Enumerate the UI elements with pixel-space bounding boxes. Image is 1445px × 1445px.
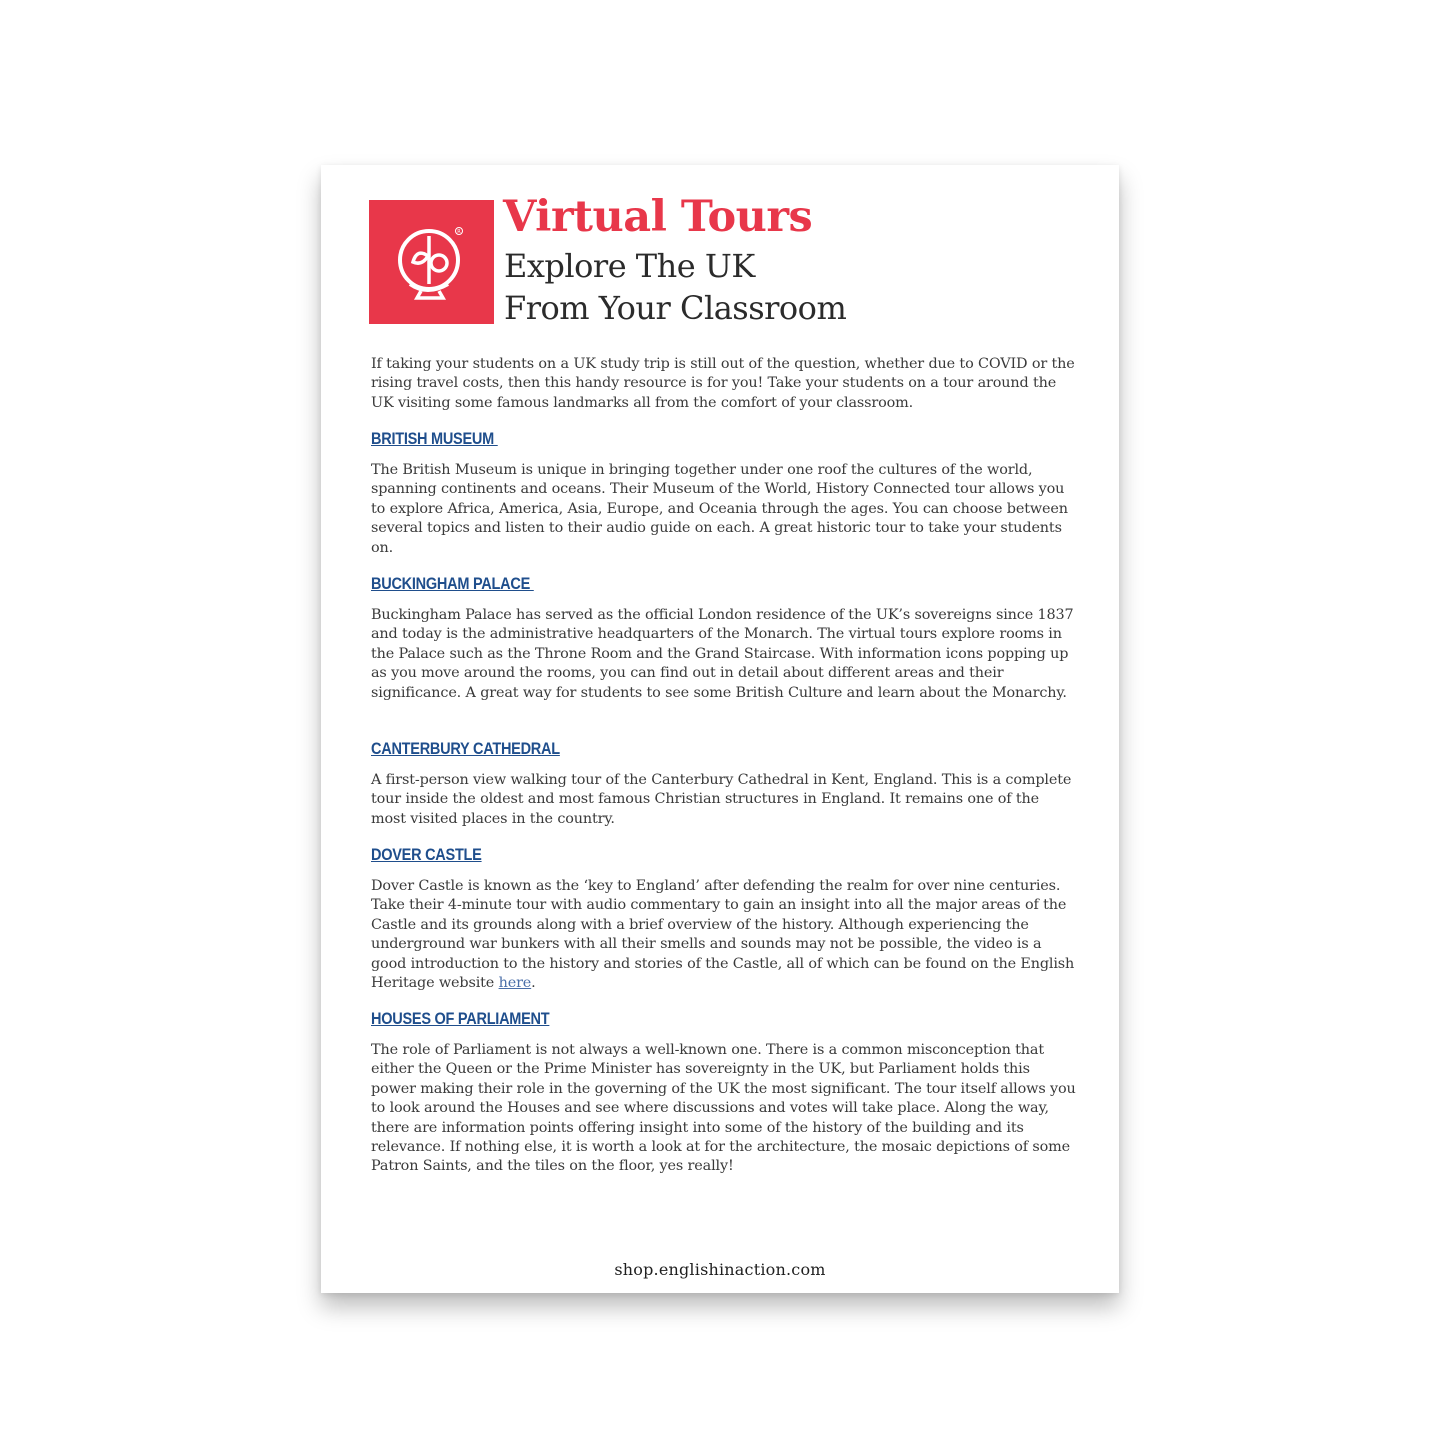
dover-castle-text-end: . [531, 975, 536, 992]
brand-logo [369, 200, 494, 324]
dover-castle-text: Dover Castle is known as the ‘key to England’ after defending the realm for over nine centuries. Take their 4-minute tour with audio commentary to gain an insight into all the major areas of the Castle and its grounds along with a brief overview of the history. Although experiencing the underground war bunkers with all their smells and sounds may not be possible, the video is a good introduction to the history and stories of the Castle, all of which can be found on the English Heritage website [371, 878, 1075, 992]
buckingham-palace-paragraph: Buckingham Palace has served as the official London residence of the UK’s sovereigns since 1837 and today is the administrative headquarters of the Monarch. The virtual tours explore rooms in the Palace such as the Throne Room and the Grand Staircase. With information icons popping up as you move around the rooms, you can find out in detail about different areas and their significance. A great way for students to see some British Culture and learn about the Monarchy. [371, 607, 1074, 701]
english-heritage-link[interactable]: here [498, 975, 532, 992]
page-title: Virtual Tours [503, 192, 813, 242]
heading-british-museum-link[interactable]: BRITISH MUSEUM [371, 430, 498, 448]
heading-houses-of-parliament-link[interactable]: HOUSES OF PARLIAMENT [371, 1010, 550, 1028]
eia-globe-logo-icon [369, 200, 494, 324]
svg-text:R: R [457, 229, 461, 235]
dover-castle-paragraph [371, 877, 1077, 993]
footer-url: shop.englishinaction.com [614, 1260, 826, 1279]
page-subtitle [504, 245, 846, 329]
subtitle-line: Explore The UK [504, 247, 755, 285]
document-page [321, 165, 1119, 1293]
heading-dover-castle-link[interactable]: DOVER CASTLE [371, 846, 482, 864]
british-museum-paragraph: The British Museum is unique in bringing together under one roof the cultures of the world, spanning continents and oceans. Their Museum of the World, History Connected tour allows you to explore Africa, America, Asia, Europe, and Oceania through the ages. You can choose between several topics and listen to their audio guide on each. A great historic tour to take your students on. [371, 462, 1068, 556]
intro-paragraph: If taking your students on a UK study trip is still out of the question, whether due to COVID or the rising travel costs, then this handy resource is for you! Take your students on a tour around the UK visiting some famous landmarks all from the comfort of your classroom. [371, 356, 1075, 411]
houses-of-parliament-paragraph: The role of Parliament is not always a well-known one. There is a common misconception that either the Queen or the Prime Minister has sovereignty in the UK, but Parliament holds this power making their role in the governing of the UK the most significant. The tour itself allows you to look around the Houses and see where discussions and votes will take place. Along the way, there are information points offering insight into some of the history of the building and its relevance. If nothing else, it is worth a look at for the architecture, the mosaic depictions of some Patron Saints, and the tiles on the floor, yes really! [371, 1042, 1076, 1175]
heading-buckingham-palace-link[interactable]: BUCKINGHAM PALACE [371, 575, 534, 593]
heading-canterbury-cathedral-link[interactable]: CANTERBURY CATHEDRAL [371, 740, 560, 758]
canterbury-cathedral-paragraph: A first-person view walking tour of the Canterbury Cathedral in Kent, England. This is a complete tour inside the oldest and most famous Christian structures in England. It remains one of the most visited places in the country. [371, 772, 1072, 827]
subtitle-line: From Your Classroom [504, 289, 847, 327]
